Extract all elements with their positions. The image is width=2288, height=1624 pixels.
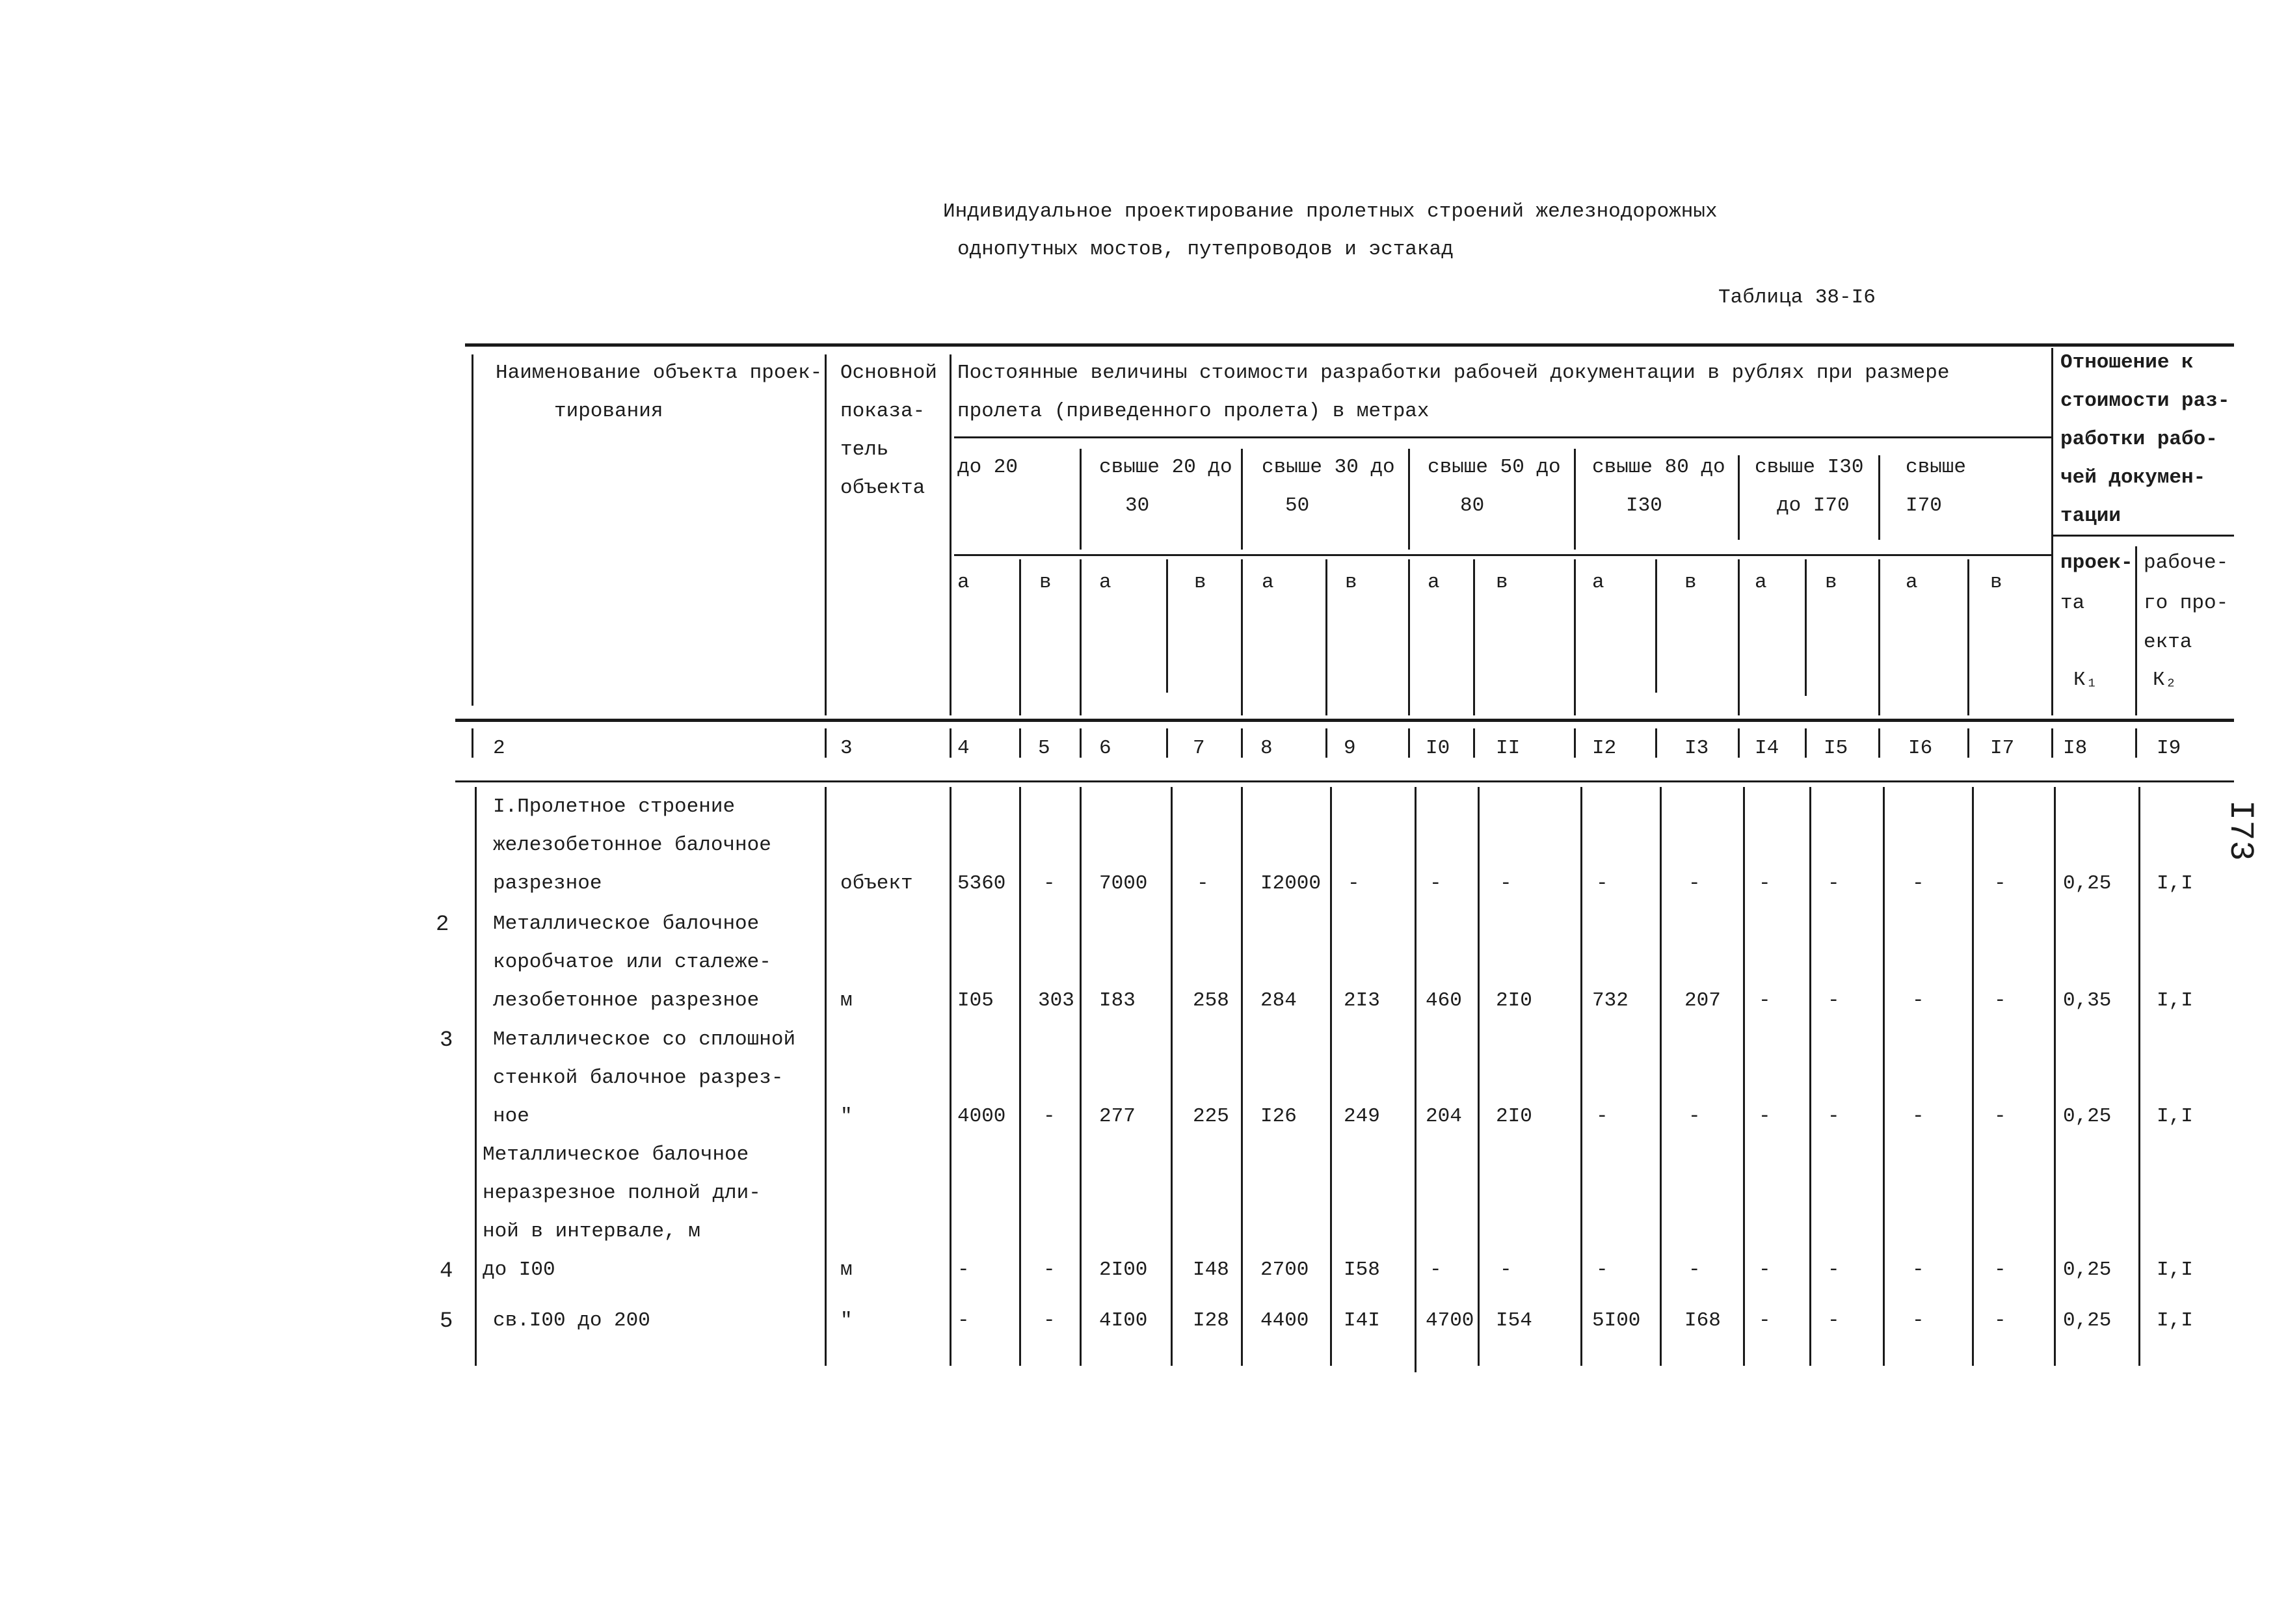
row-name-line: неразрезное полной дли- [483, 1182, 761, 1205]
cell-value: 0,35 [2063, 989, 2112, 1012]
cell-value: 5I00 [1592, 1309, 1641, 1332]
vline [1019, 787, 1021, 1366]
cell-dash: - [1759, 989, 1771, 1012]
cell-value: I58 [1344, 1258, 1380, 1281]
vline [1166, 559, 1168, 693]
rule-top [465, 343, 2234, 347]
vline [1080, 559, 1082, 715]
cell-value: 2I00 [1099, 1258, 1148, 1281]
header-indicator-line-2: показа- [840, 400, 925, 423]
vline [1738, 455, 1740, 540]
cell-dash: - [1828, 1258, 1840, 1281]
label-a: а [957, 571, 970, 594]
cell-value: I,I [2157, 989, 2193, 1012]
range-2-line-2: 30 [1125, 494, 1150, 517]
col-number: 2 [493, 737, 505, 760]
vline [472, 728, 473, 758]
cell-dash: - [957, 1258, 970, 1281]
vline [1019, 728, 1021, 758]
vline [1080, 787, 1082, 1366]
col-number: II [1496, 737, 1521, 760]
cell-dash: - [1759, 872, 1771, 895]
vline [1967, 728, 1969, 758]
vline [1574, 559, 1576, 715]
rule-header-bottom [455, 719, 2234, 722]
vline [825, 354, 827, 715]
vline [1325, 728, 1327, 758]
vline [2051, 348, 2053, 715]
col-number: I4 [1755, 737, 1779, 760]
cell-dash: - [1596, 1258, 1608, 1281]
label-b: в [1039, 571, 1052, 594]
row-name-line: ное [493, 1105, 529, 1128]
vline [1883, 787, 1885, 1366]
cell-value: I48 [1193, 1258, 1229, 1281]
header-indicator-line-3: тель [840, 438, 889, 461]
row-name-line: до I00 [483, 1258, 555, 1281]
cell-value: 2I3 [1344, 989, 1380, 1012]
cell-dash: - [1994, 1105, 2006, 1128]
cell-value: 2700 [1260, 1258, 1309, 1281]
row-name-line: железобетонное балочное [493, 834, 771, 857]
label-a: а [1755, 571, 1767, 594]
col-number: 4 [957, 737, 970, 760]
row-number: 4 [440, 1259, 453, 1284]
col-number: I3 [1684, 737, 1709, 760]
range-6-line-1: свыше I30 [1755, 456, 1864, 479]
cell-value: 258 [1193, 989, 1229, 1012]
cell-value: 0,25 [2063, 872, 2112, 895]
range-2-line-1: свыше 20 до [1099, 456, 1232, 479]
vline [1655, 728, 1657, 758]
cell-value: I4I [1344, 1309, 1380, 1332]
cell-dash: - [1828, 989, 1840, 1012]
cell-value: I,I [2157, 872, 2193, 895]
col-number: I6 [1908, 737, 1933, 760]
header-indicator-line-1: Основной [840, 362, 937, 384]
header-working-k2: К₂ [2153, 669, 2177, 691]
vline [472, 354, 473, 706]
col-number: 3 [840, 737, 853, 760]
vline [1580, 787, 1582, 1366]
header-ratio-line-4: чей докумен- [2060, 466, 2206, 489]
vline [1325, 559, 1327, 715]
range-7-line-2: I70 [1906, 494, 1942, 517]
row-name-line: св.I00 до 200 [493, 1309, 650, 1332]
row-indicator: " [840, 1105, 853, 1128]
cell-dash: - [1759, 1105, 1771, 1128]
cell-dash: - [1828, 1309, 1840, 1332]
col-number: I9 [2157, 737, 2181, 760]
label-a: а [1906, 571, 1918, 594]
cell-value: 277 [1099, 1105, 1136, 1128]
header-ratio-line-2: стоимости раз- [2060, 390, 2230, 412]
col-number: 5 [1038, 737, 1050, 760]
header-const-line-2: пролета (приведенного пролета) в метрах [957, 400, 1430, 423]
row-name-line: Металлическое со сплошной [493, 1028, 796, 1051]
row-indicator: " [840, 1309, 853, 1332]
vline [1660, 787, 1662, 1366]
range-4-line-2: 80 [1460, 494, 1485, 517]
row-indicator: объект [840, 872, 913, 895]
cell-dash: - [1994, 989, 2006, 1012]
col-number: I8 [2063, 737, 2088, 760]
vline [1967, 559, 1969, 715]
vline [1878, 559, 1880, 715]
label-b: в [1990, 571, 2002, 594]
col-number: 7 [1193, 737, 1205, 760]
cell-value: I26 [1260, 1105, 1297, 1128]
row-name-line: Металлическое балочное [493, 912, 760, 935]
header-const-line-1: Постоянные величины стоимости разработки рабочей документации в рублях при размере [957, 362, 1950, 384]
row-name-line: разрезное [493, 872, 602, 895]
col-number: I2 [1592, 737, 1617, 760]
rule-ranges-sub [954, 554, 2053, 556]
row-indicator: м [840, 1258, 853, 1281]
vline [1241, 728, 1243, 758]
vline [1473, 728, 1475, 758]
cell-value: I2000 [1260, 872, 1322, 895]
cell-dash: - [1348, 872, 1360, 895]
cell-dash: - [1688, 872, 1701, 895]
vline [1805, 559, 1807, 696]
cell-value: 2I0 [1496, 1105, 1532, 1128]
header-working-line-1: рабоче- [2144, 552, 2229, 574]
cell-dash: - [1828, 1105, 1840, 1128]
cell-dash: - [1596, 872, 1608, 895]
vline [2051, 728, 2053, 758]
cell-value: 0,25 [2063, 1309, 2112, 1332]
cell-value: I,I [2157, 1105, 2193, 1128]
vline [1878, 728, 1880, 758]
vline [825, 728, 827, 758]
cell-dash: - [1912, 1105, 1924, 1128]
label-b: в [1194, 571, 1206, 594]
cell-value: 4700 [1426, 1309, 1474, 1332]
vline [475, 787, 477, 1366]
cell-value: I05 [957, 989, 994, 1012]
vline [1330, 787, 1332, 1366]
range-5-line-2: I30 [1626, 494, 1662, 517]
vline [1574, 728, 1576, 758]
cell-dash: - [1688, 1258, 1701, 1281]
vline [2138, 787, 2140, 1366]
cell-dash: - [1500, 872, 1512, 895]
page-number: I73 [2221, 800, 2259, 861]
cell-dash: - [1912, 872, 1924, 895]
vline [1408, 449, 1410, 550]
table-reference: Таблица 38-I6 [1718, 286, 1876, 309]
vline [2054, 787, 2056, 1366]
cell-dash: - [1596, 1105, 1608, 1128]
range-4-line-1: свыше 50 до [1428, 456, 1561, 479]
vline [1080, 449, 1082, 550]
cell-dash: - [1828, 872, 1840, 895]
row-indicator: м [840, 989, 853, 1012]
row-name-line: стенкой балочное разрез- [493, 1067, 784, 1089]
cell-value: 249 [1344, 1105, 1380, 1128]
cell-dash: - [1500, 1258, 1512, 1281]
row-number: 2 [436, 912, 449, 937]
cell-dash: - [1688, 1105, 1701, 1128]
row-number: 3 [440, 1028, 453, 1053]
cell-dash: - [1994, 872, 2006, 895]
col-number: I5 [1824, 737, 1848, 760]
cell-value: 225 [1193, 1105, 1229, 1128]
cell-dash: - [1994, 1258, 2006, 1281]
vline [1743, 787, 1745, 1366]
vline [950, 787, 951, 1366]
range-5-line-1: свыше 80 до [1592, 456, 1725, 479]
header-ratio-line-1: Отношение к [2060, 351, 2194, 374]
label-a: а [1592, 571, 1604, 594]
header-name-line-1: Наименование объекта проек- [496, 362, 823, 384]
col-number: 9 [1344, 737, 1356, 760]
row-name-line: лезобетонное разрезное [493, 989, 760, 1012]
cell-dash: - [1197, 872, 1209, 895]
cell-dash: - [1994, 1309, 2006, 1332]
cell-dash: - [1043, 1258, 1056, 1281]
vline [825, 787, 827, 1366]
vline [1574, 449, 1576, 550]
label-b: в [1345, 571, 1357, 594]
cell-value: 732 [1592, 989, 1629, 1012]
vline [950, 354, 951, 715]
label-b: в [1684, 571, 1697, 594]
cell-dash: - [1912, 1309, 1924, 1332]
cell-value: I28 [1193, 1309, 1229, 1332]
header-working-line-3: екта [2144, 631, 2192, 654]
label-b: в [1496, 571, 1508, 594]
header-project-k1: К₁ [2073, 669, 2098, 691]
cell-value: 4I00 [1099, 1309, 1148, 1332]
rule-ratio-sub [2051, 535, 2234, 537]
vline [1241, 449, 1243, 550]
vline [950, 728, 951, 758]
cell-value: 204 [1426, 1105, 1462, 1128]
vline [1809, 787, 1811, 1366]
cell-dash: - [1759, 1309, 1771, 1332]
range-3-line-2: 50 [1285, 494, 1310, 517]
rule-const-sub [954, 436, 2053, 438]
vline [1972, 787, 1974, 1366]
cell-value: 4400 [1260, 1309, 1309, 1332]
vline [1738, 728, 1740, 758]
vline [1473, 559, 1475, 715]
vline [1408, 728, 1410, 758]
row-name-line: Металлическое балочное [483, 1143, 749, 1166]
vline [2135, 546, 2137, 715]
label-a: а [1099, 571, 1111, 594]
header-name-line-2: тирования [554, 400, 663, 423]
label-a: а [1428, 571, 1440, 594]
cell-dash: - [1430, 872, 1442, 895]
cell-dash: - [1912, 1258, 1924, 1281]
row-number: 5 [440, 1309, 453, 1334]
cell-value: I54 [1496, 1309, 1532, 1332]
cell-value: 0,25 [2063, 1105, 2112, 1128]
cell-value: 7000 [1099, 872, 1148, 895]
row-name-line: ной в интервале, м [483, 1220, 700, 1243]
label-b: в [1825, 571, 1837, 594]
cell-value: I,I [2157, 1258, 2193, 1281]
cell-dash: - [1043, 1309, 1056, 1332]
vline [1415, 787, 1417, 1372]
header-working-line-2: го про- [2144, 592, 2229, 615]
doc-title-line-2: однопутных мостов, путепроводов и эстакад [957, 238, 1454, 261]
range-7-line-1: свыше [1906, 456, 1967, 479]
col-number: I7 [1990, 737, 2015, 760]
header-project-line-2: та [2060, 592, 2085, 615]
vline [2135, 728, 2137, 758]
vline [1738, 559, 1740, 715]
range-1: до 20 [957, 456, 1018, 479]
cell-value: 303 [1038, 989, 1074, 1012]
cell-value: I68 [1684, 1309, 1721, 1332]
cell-dash: - [957, 1309, 970, 1332]
cell-value: 460 [1426, 989, 1462, 1012]
vline [1241, 787, 1243, 1366]
header-indicator-line-4: объекта [840, 477, 925, 499]
cell-value: 5360 [957, 872, 1006, 895]
cell-value: I83 [1099, 989, 1136, 1012]
vline [1171, 787, 1173, 1366]
cell-dash: - [1759, 1258, 1771, 1281]
cell-dash: - [1043, 1105, 1056, 1128]
label-a: а [1262, 571, 1274, 594]
vline [1478, 787, 1480, 1366]
col-number: 8 [1260, 737, 1273, 760]
header-ratio-line-3: работки рабо- [2060, 428, 2218, 451]
doc-title-line-1: Индивидуальное проектирование пролетных строений железнодорожных [943, 200, 1718, 223]
vline [1655, 559, 1657, 693]
row-name-line: коробчатое или сталеже- [493, 951, 771, 974]
cell-value: 4000 [957, 1105, 1006, 1128]
cell-dash: - [1043, 872, 1056, 895]
vline [1080, 728, 1082, 758]
cell-value: I,I [2157, 1309, 2193, 1332]
cell-value: 2I0 [1496, 989, 1532, 1012]
col-number: I0 [1426, 737, 1450, 760]
cell-value: 207 [1684, 989, 1721, 1012]
range-6-line-2: до I70 [1777, 494, 1850, 517]
cell-value: 0,25 [2063, 1258, 2112, 1281]
vline [1805, 728, 1807, 758]
cell-value: 284 [1260, 989, 1297, 1012]
cell-dash: - [1430, 1258, 1442, 1281]
range-3-line-1: свыше 30 до [1262, 456, 1395, 479]
vline [1019, 559, 1021, 715]
rule-colnum-bottom [455, 780, 2234, 782]
header-project-line-1: проек- [2060, 552, 2133, 574]
vline [1878, 455, 1880, 540]
vline [1408, 559, 1410, 715]
vline [1241, 559, 1243, 715]
vline [1166, 728, 1168, 758]
row-name-line: I.Пролетное строение [493, 795, 736, 818]
col-number: 6 [1099, 737, 1111, 760]
header-ratio-line-5: тации [2060, 505, 2122, 527]
cell-dash: - [1912, 989, 1924, 1012]
